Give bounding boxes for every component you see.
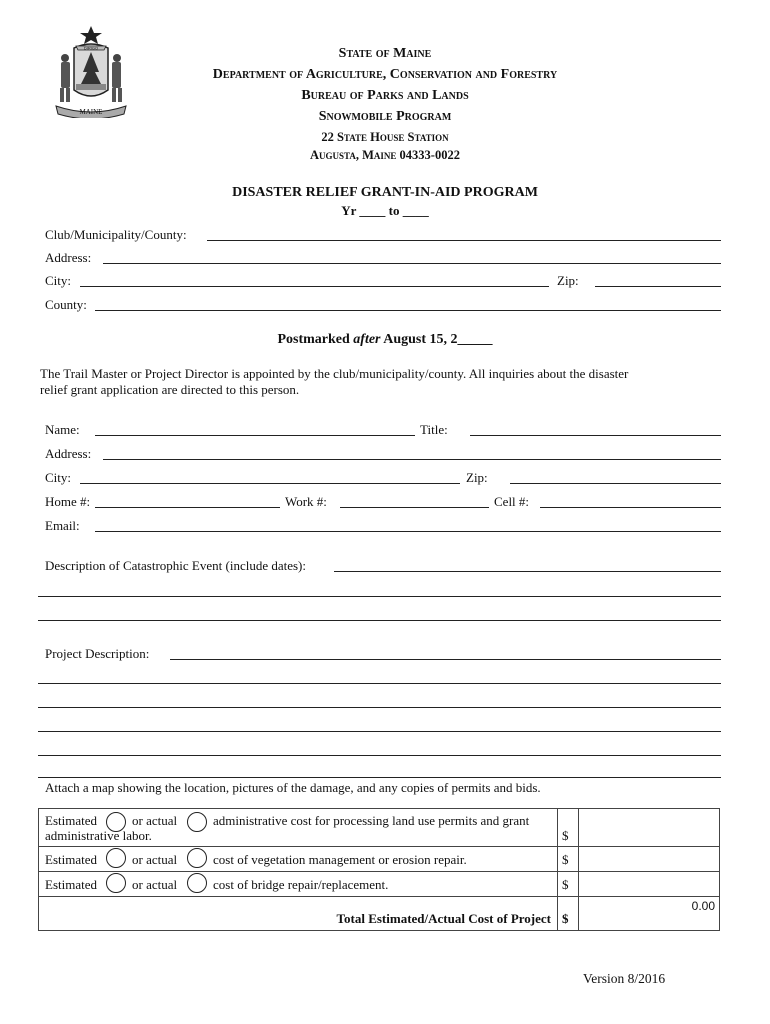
name-label: Name: [45, 422, 80, 437]
vegetation-cost-input[interactable] [579, 847, 719, 867]
estimated-radio-vegetation[interactable] [106, 848, 126, 868]
club-address-input[interactable] [103, 249, 721, 264]
vegetation-cost-desc: cost of vegetation management or erosion repair. [213, 852, 467, 867]
contact-zip-input[interactable] [510, 469, 721, 484]
contact-address-label: Address: [45, 446, 92, 461]
email-input[interactable] [95, 517, 721, 532]
total-cost-value: 0.00 [691, 899, 715, 913]
admin-cost-desc-1: administrative cost for processing land use permits and grant [213, 813, 530, 828]
actual-label: or actual [132, 877, 178, 892]
header-city: Augusta, Maine 04333-0022 [310, 148, 460, 162]
header-state: State of Maine [338, 46, 432, 61]
club-county-label: County: [45, 297, 87, 312]
dollar-sign: $ [562, 911, 569, 926]
project-description-label: Project Description: [45, 646, 150, 661]
event-description-input-3[interactable] [38, 606, 721, 621]
actual-radio-vegetation[interactable] [187, 848, 207, 868]
estimated-label: Estimated [45, 877, 97, 892]
bridge-cost-input[interactable] [579, 872, 719, 892]
total-cost-label: Total Estimated/Actual Cost of Project [336, 911, 551, 926]
estimated-label: Estimated [45, 852, 97, 867]
home-phone-input[interactable] [95, 493, 280, 508]
title-input[interactable] [470, 421, 721, 436]
cost-row-vegetation [39, 847, 720, 872]
contact-city-input[interactable] [80, 469, 460, 484]
intro-text-line-2: relief grant application are directed to this person. [40, 382, 300, 397]
club-input[interactable] [207, 226, 721, 241]
attach-note: Attach a map showing the location, pictures of the damage, and any copies of permits and bids. [45, 780, 541, 795]
dollar-sign: $ [562, 852, 569, 867]
club-zip-input[interactable] [595, 272, 721, 287]
intro-text-line-1: The Trail Master or Project Director is appointed by the club/municipality/county. All inquiries about the disaster [40, 366, 629, 381]
form-title: DISASTER RELIEF GRANT-IN-AID PROGRAM [232, 185, 538, 200]
header-address: 22 State House Station [321, 130, 449, 144]
club-city-label: City: [45, 273, 72, 288]
contact-zip-label: Zip: [466, 470, 488, 485]
actual-radio-bridge[interactable] [187, 873, 207, 893]
club-city-input[interactable] [80, 272, 549, 287]
cost-row-bridge [39, 872, 720, 897]
form-version: Version 8/2016 [583, 971, 666, 986]
cell-phone-label: Cell #: [494, 494, 530, 509]
year-range: Yr ____ to ____ [341, 203, 429, 218]
club-label: Club/Municipality/County: [45, 227, 187, 242]
club-zip-label: Zip: [557, 273, 579, 288]
header-department: Department of Agriculture, Conservation and Forestry [212, 67, 558, 82]
header-bureau: Bureau of Parks and Lands [301, 88, 469, 103]
project-description-input-5[interactable] [38, 741, 721, 756]
seal-banner-text: MAINE [79, 108, 103, 116]
project-description-input-3[interactable] [38, 693, 721, 708]
postmark-deadline: Postmarked after August 15, 2_____ [277, 332, 493, 347]
cost-row-total [39, 897, 720, 931]
actual-label: or actual [132, 813, 178, 828]
work-phone-label: Work #: [285, 494, 327, 509]
event-description-label: Description of Catastrophic Event (include dates): [45, 558, 307, 573]
admin-cost-desc-2: administrative labor. [45, 828, 152, 843]
project-description-input-2[interactable] [38, 669, 721, 684]
club-address-label: Address: [45, 250, 92, 265]
project-description-input-6[interactable] [38, 763, 721, 778]
actual-label: or actual [132, 852, 178, 867]
project-description-input-4[interactable] [38, 717, 721, 732]
name-input[interactable] [95, 421, 415, 436]
home-phone-label: Home #: [45, 494, 91, 509]
cost-row-admin [39, 809, 720, 847]
email-label: Email: [45, 518, 80, 533]
work-phone-input[interactable] [340, 493, 489, 508]
dollar-sign: $ [562, 828, 569, 843]
actual-radio-admin[interactable] [187, 812, 207, 832]
header-program: Snowmobile Program [318, 109, 452, 124]
bridge-cost-desc: cost of bridge repair/replacement. [213, 877, 389, 892]
project-description-input-1[interactable] [170, 645, 721, 660]
event-description-input-1[interactable] [334, 557, 721, 572]
cost-table [38, 808, 720, 931]
contact-address-input[interactable] [103, 445, 721, 460]
club-county-input[interactable] [95, 296, 721, 311]
estimated-radio-bridge[interactable] [106, 873, 126, 893]
event-description-input-2[interactable] [38, 582, 721, 597]
cell-phone-input[interactable] [540, 493, 721, 508]
estimated-label: Estimated [45, 813, 97, 828]
title-label: Title: [420, 422, 448, 437]
admin-cost-input[interactable] [579, 809, 719, 842]
dollar-sign: $ [562, 877, 569, 892]
contact-city-label: City: [45, 470, 72, 485]
seal-motto-text: DIRIGO [83, 45, 99, 51]
